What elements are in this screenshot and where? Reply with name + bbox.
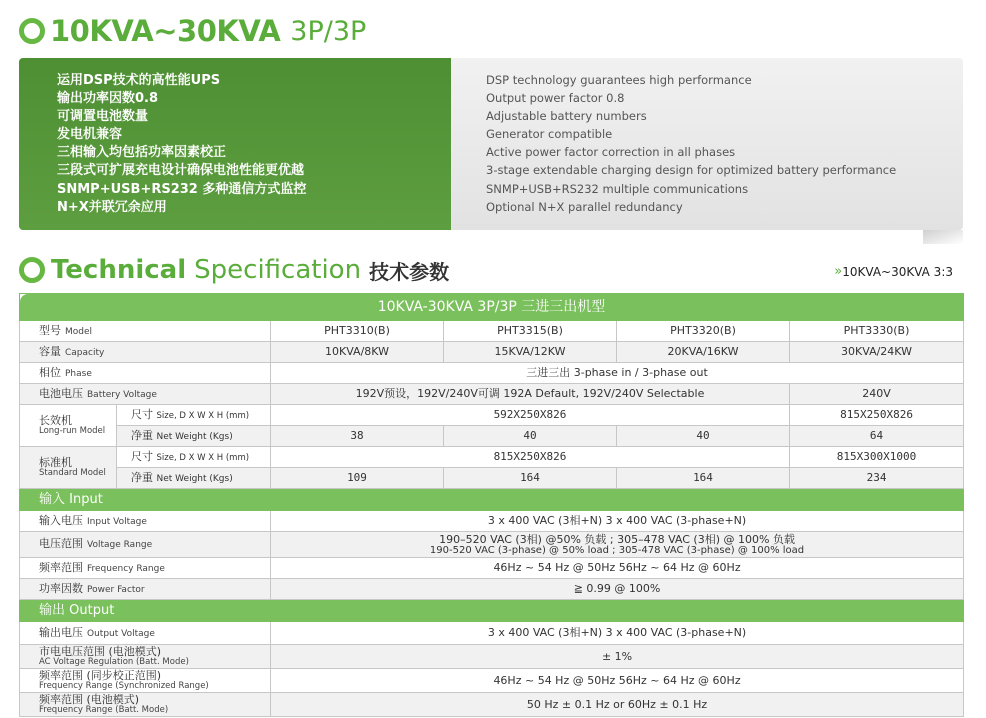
table-row-longrun-weight xyxy=(20,426,964,447)
feature-zh-item: N+X并联冗余应用 xyxy=(57,199,167,215)
row-label: 相位 Phase xyxy=(20,363,271,384)
table-cell: ≧ 0.99 @ 100% xyxy=(271,579,964,600)
table-row-longrun-size xyxy=(20,405,964,426)
table-cell: 38 xyxy=(271,426,444,447)
table-cell: 64 xyxy=(790,426,964,447)
table-cell: 815X250X826 xyxy=(790,405,964,426)
feature-zh-item: 三相输入均包括功率因素校正 xyxy=(57,145,227,161)
row-label: 型号 Model xyxy=(20,321,271,342)
table-cell: 234 xyxy=(790,468,964,489)
product-title-phase: 3P/3P xyxy=(290,15,367,47)
table-cell: 164 xyxy=(444,468,617,489)
table-cell: PHT3320(B) xyxy=(617,321,790,342)
table-cell: 3 x 400 VAC (3相+N) 3 x 400 VAC (3-phase+N) xyxy=(271,622,964,645)
table-cell: 46Hz ~ 54 Hz @ 50Hz 56Hz ~ 64 Hz @ 60Hz xyxy=(271,558,964,579)
row-label: 功率因数 Power Factor xyxy=(20,579,271,600)
row-label: 电池电压 Battery Voltage xyxy=(20,384,271,405)
table-cell: 815X300X1000 xyxy=(790,447,964,468)
table-cell: 30KVA/24KW xyxy=(790,342,964,363)
section-row-output xyxy=(20,600,964,622)
feature-en-item: Generator compatible xyxy=(486,127,613,142)
table-row-ac-regulation xyxy=(20,645,964,669)
table-row-standard-size xyxy=(20,447,964,468)
row-label: 频率范围 (电池模式) Frequency Range (Batt. Mode) xyxy=(20,693,271,717)
tech-spec-title-light: Specification xyxy=(194,255,362,285)
feature-zh-item: 可调置电池数量 xyxy=(57,109,149,125)
row-group-label: 标准机 Standard Model xyxy=(20,447,117,489)
table-row-capacity xyxy=(20,342,964,363)
table-row-model xyxy=(20,321,964,342)
spec-table xyxy=(19,293,964,717)
feature-en-item: Optional N+X parallel redundancy xyxy=(486,199,683,214)
row-label: 电压范围 Voltage Range xyxy=(20,532,271,558)
table-cell: 192V预设，192V/240V可调 192A Default, 192V/240V Selectable xyxy=(271,384,790,405)
feature-zh-item: 三段式可扩展充电设计确保电池性能更优越 xyxy=(57,163,305,179)
product-title-range: 10KVA~30KVA xyxy=(50,14,281,48)
feature-zh-item: 发电机兼容 xyxy=(57,127,123,143)
table-cell: 46Hz ~ 54 Hz @ 50Hz 56Hz ~ 64 Hz @ 60Hz xyxy=(271,669,964,693)
feature-zh-item: 运用DSP技术的高性能UPS xyxy=(57,73,221,88)
feature-en-item: 3-stage extendable charging design for optimized battery performance xyxy=(486,163,897,178)
feature-en-item: SNMP+USB+RS232 multiple communications xyxy=(486,181,749,196)
row-label: 频率范围 Frequency Range xyxy=(20,558,271,579)
tech-spec-title-zh: 技术参数 xyxy=(369,259,450,284)
feature-en-item: DSP technology guarantees high performance xyxy=(486,73,752,87)
feature-panel xyxy=(19,58,963,230)
table-cell: 40 xyxy=(617,426,790,447)
table-cell: 815X250X826 xyxy=(271,447,790,468)
feature-en-item: Adjustable battery numbers xyxy=(486,109,647,124)
table-row-output-voltage xyxy=(20,622,964,645)
table-cell: 20KVA/16KW xyxy=(617,342,790,363)
table-cell: 50 Hz ± 0.1 Hz or 60Hz ± 0.1 Hz xyxy=(271,693,964,717)
row-label: 输出电压 Output Voltage xyxy=(20,622,271,645)
table-row-power-factor xyxy=(20,579,964,600)
row-sublabel: 尺寸 Size, D X W X H (mm) xyxy=(117,405,271,426)
table-cell: 15KVA/12KW xyxy=(444,342,617,363)
model-range-tag xyxy=(834,264,953,279)
table-row-frequency-sync xyxy=(20,669,964,693)
table-row-input-voltage xyxy=(20,511,964,532)
circle-bullet-icon xyxy=(19,18,45,44)
section-title-output: 输出 Output xyxy=(20,600,964,622)
table-cell: 三进三出 3-phase in / 3-phase out xyxy=(271,363,964,384)
row-sublabel: 尺寸 Size, D X W X H (mm) xyxy=(117,447,271,468)
table-header: 10KVA-30KVA 3P/3P 三进三出机型 xyxy=(20,294,964,321)
table-cell: PHT3315(B) xyxy=(444,321,617,342)
feature-list-en xyxy=(486,71,896,216)
row-sublabel: 净重 Net Weight (Kgs) xyxy=(117,468,271,489)
table-row-voltage-range xyxy=(20,532,964,558)
row-sublabel: 净重 Net Weight (Kgs) xyxy=(117,426,271,447)
table-row-frequency-range xyxy=(20,558,964,579)
table-cell: 190–520 VAC (3相) @50% 负载 ; 305–478 VAC (3相) @ 100% 负载 190-520 VAC (3-phase) @ 50% load ; 305-478 VAC (3-phase) @ 100% load xyxy=(271,532,964,558)
product-title xyxy=(19,11,366,51)
table-row-standard-weight xyxy=(20,468,964,489)
section-title-input: 输入 Input xyxy=(20,489,964,511)
feature-list-zh xyxy=(57,72,306,217)
feature-en-item: Output power factor 0.8 xyxy=(486,91,625,106)
table-cell: ± 1% xyxy=(271,645,964,669)
circle-bullet-icon xyxy=(19,257,45,283)
tech-spec-title xyxy=(19,252,449,288)
table-cell: PHT3330(B) xyxy=(790,321,964,342)
table-row-battery-voltage xyxy=(20,384,964,405)
table-cell: PHT3310(B) xyxy=(271,321,444,342)
table-cell: 109 xyxy=(271,468,444,489)
feature-en-item: Active power factor correction in all phases xyxy=(486,145,736,160)
table-cell: 592X250X826 xyxy=(271,405,790,426)
row-label: 频率范围 (同步校正范围) Frequency Range (Synchronized Range) xyxy=(20,669,271,693)
table-cell: 10KVA/8KW xyxy=(271,342,444,363)
double-chevron-right-icon: » xyxy=(834,264,840,279)
model-range-text: 10KVA~30KVA 3:3 xyxy=(842,264,953,279)
feature-zh-item: SNMP+USB+RS232 多种通信方式监控 xyxy=(57,181,307,197)
tech-spec-title-bold: Technical xyxy=(51,255,187,285)
table-cell: 40 xyxy=(444,426,617,447)
table-cell: 164 xyxy=(617,468,790,489)
table-cell: 3 x 400 VAC (3相+N) 3 x 400 VAC (3-phase+N) xyxy=(271,511,964,532)
table-row-phase xyxy=(20,363,964,384)
table-header-row xyxy=(20,294,964,321)
section-row-input xyxy=(20,489,964,511)
row-label: 容量 Capacity xyxy=(20,342,271,363)
row-group-label: 长效机 Long-run Model xyxy=(20,405,117,447)
table-row-frequency-batt xyxy=(20,693,964,717)
feature-zh-item: 输出功率因数0.8 xyxy=(57,91,159,107)
row-label: 市电电压范围 (电池模式) AC Voltage Regulation (Batt. Mode) xyxy=(20,645,271,669)
row-label: 输入电压 Input Voltage xyxy=(20,511,271,532)
table-cell: 240V xyxy=(790,384,964,405)
